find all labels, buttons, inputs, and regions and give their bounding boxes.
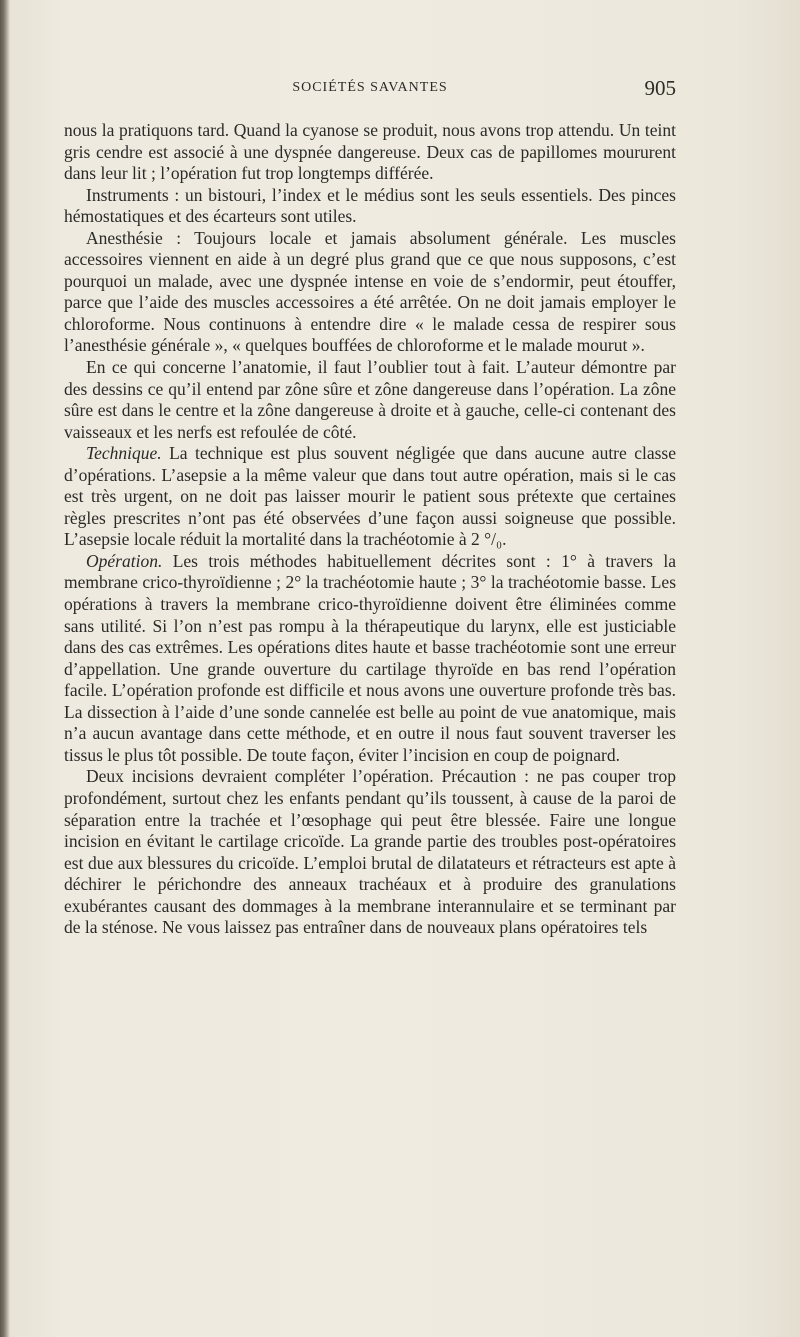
paragraph-lead: Opération. <box>86 550 163 571</box>
paragraph-instruments <box>64 185 676 228</box>
paragraph-text: Deux incisions devraient compléter l’opération. Précaution : ne pas couper trop profondément, surtout chez les enfants pendant qu’ils toussent, à cause de la paroi de séparation entre la trachée et l’œsophage qui peut être blessée. Faire une longue incision en évitant le cartilage cricoïde. La grande partie des troubles post-opératoires est due aux blessures du cricoïde. L’emploi brutal de dilatateurs et rétracteurs est apte à déchirer le périchondre des anneaux trachéaux et à produire des granulations exubérantes causant des dommages à la membrane interannulaire et se terminant par de la sténose. Ne vous laissez pas entraîner dans de nouveaux plans opératoires tels <box>64 766 676 938</box>
paragraph-lead: Technique. <box>86 443 162 464</box>
paragraph-text: Instruments : un bistouri, l’index et le médius sont les seuls essentiels. Des pinces hémostatiques et des écarteurs sont utiles. <box>64 184 676 227</box>
paragraph-anatomie <box>64 357 676 443</box>
paragraph-operation <box>64 551 676 766</box>
paragraph-incisions <box>64 766 676 938</box>
paragraph-text: En ce qui concerne l’anatomie, il faut l’oublier tout à fait. L’auteur démontre par des dessins ce qu’il entend par zône sûre et zône dangereuse dans l’opération. La zône sûre est dans le centre et la zône dangereuse à droite et à gauche, celle-ci contenant des vaisseaux et les nerfs est refoulée de côté. <box>64 357 676 442</box>
paragraph-text: Anesthésie : Toujours locale et jamais absolument générale. Les muscles accessoires viennent en aide à un degré plus grand que ce que nous supposons, c’est pourquoi un malade, avec une dyspnée intense en voie de s’endormir, peut étouffer, parce que l’aide des muscles accessoires a été arrêtée. On ne doit jamais employer le chloroforme. Nous continuons à entendre dire « le malade cessa de respirer sous l’anesthésie générale », « quelques bouffées de chloroforme et le malade mourut ». <box>64 227 676 356</box>
paragraph-technique <box>64 443 676 551</box>
paragraph-continuation <box>64 120 676 185</box>
running-title: SOCIÉTÉS SAVANTES <box>292 80 448 95</box>
paragraph-text: La technique est plus souvent négligée que dans aucune autre classe d’opérations. L’asepsie a la même valeur que dans tout autre opération, mais si le cas est très urgent, on ne doit pas laisser mourir le patient sous prétexte que certaines règles prescrites n’ont pas été observées d’une façon aussi soigneuse que possible. L’asepsie locale réduit la mortalité dans la trachéotomie à 2 °/₀. <box>64 443 676 550</box>
page-header <box>64 76 676 102</box>
paragraph-text: Les trois méthodes habituellement décrites sont : 1° à travers la membrane crico-thyroïdienne ; 2° la trachéotomie haute ; 3° la trachéotomie basse. Les opérations à travers la membrane crico-thyroïdienne doivent être éliminées comme sans utilité. Si l’on n’est pas rompu à la thérapeutique du larynx, elle est justiciable dans des cas extrêmes. Les opérations dites haute et basse trachéotomie sont une erreur d’appellation. Une grande ouverture du cartilage thyroïde en bas rend l’opération facile. L’opération profonde est difficile et nous avons une ouverture profonde très bas. La dissection à l’aide d’une sonde cannelée est belle au point de vue anatomique, mais n’a aucun avantage dans cette méthode, et en outre il nous faut souvent traverser les tissus le plus tôt possible. De toute façon, éviter l’incision en coup de poignard. <box>64 550 676 765</box>
article-body <box>64 120 676 939</box>
paragraph-text: nous la pratiquons tard. Quand la cyanose se produit, nous avons trop attendu. Un teint gris cendre est associé à une dyspnée dangereuse. Deux cas de papillomes moururent dans leur lit ; l’opération fut trop longtemps différée. <box>64 120 676 184</box>
binding-shadow <box>0 0 10 1337</box>
paragraph-anesthesie <box>64 228 676 357</box>
page-number: 905 <box>644 76 676 100</box>
